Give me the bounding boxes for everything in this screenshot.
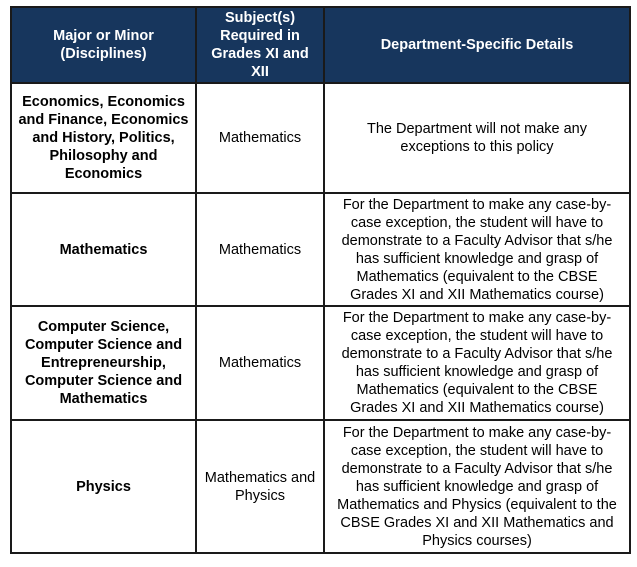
major-cell: Physics [11,420,196,553]
table-body [11,83,630,553]
header-major: Major or Minor (Disciplines) [11,7,196,83]
details-cell: The Department will not make any exceptions to this policy [324,83,630,193]
subjects-cell: Mathematics [196,306,324,420]
requirements-table [10,6,631,554]
table-row [11,306,630,420]
table-row [11,83,630,193]
header-details: Department-Specific Details [324,7,630,83]
table-header [11,7,630,83]
subjects-cell: Mathematics [196,193,324,306]
details-cell: For the Department to make any case-by-case exception, the student will have to demonstrate to a Faculty Advisor that s/he has sufficient knowledge and grasp of Mathematics and Physics (equivalent to the CBSE Grades XI and XII Mathematics and Physics courses) [324,420,630,553]
requirements-table-container [10,6,631,554]
major-cell: Computer Science, Computer Science and Entrepreneurship, Computer Science and Mathematics [11,306,196,420]
major-cell: Economics, Economics and Finance, Economics and History, Politics, Philosophy and Economics [11,83,196,193]
details-cell: For the Department to make any case-by-case exception, the student will have to demonstrate to a Faculty Advisor that s/he has sufficient knowledge and grasp of Mathematics (equivalent to the CBSE Grades XI and XII Mathematics course) [324,193,630,306]
subjects-cell: Mathematics [196,83,324,193]
subjects-cell: Mathematics and Physics [196,420,324,553]
table-row [11,193,630,306]
table-row [11,420,630,553]
details-cell: For the Department to make any case-by-case exception, the student will have to demonstrate to a Faculty Advisor that s/he has sufficient knowledge and grasp of Mathematics (equivalent to the CBSE Grades XI and XII Mathematics course) [324,306,630,420]
header-subjects: Subject(s) Required in Grades XI and XII [196,7,324,83]
major-cell: Mathematics [11,193,196,306]
header-row [11,7,630,83]
